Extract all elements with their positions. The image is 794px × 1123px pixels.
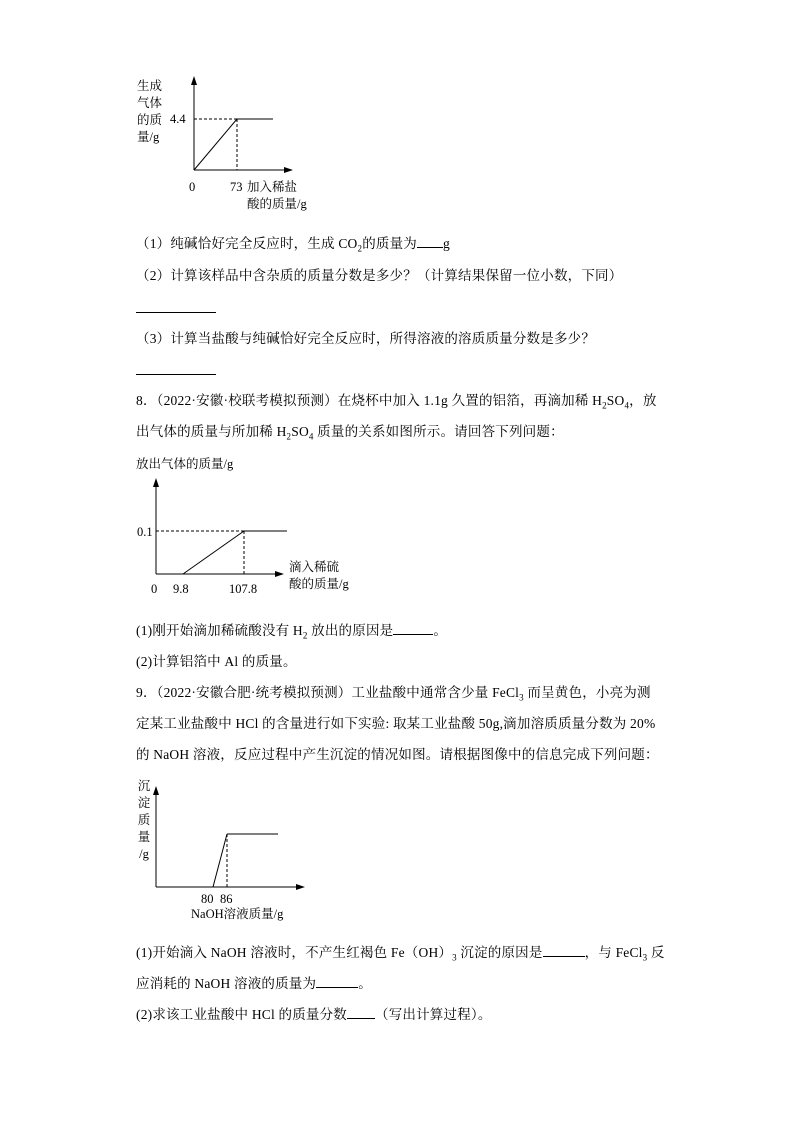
subscript: 2 (286, 431, 292, 442)
q7-part2: （2）计算该样品中含杂质的质量分数是多少？（计算结果保留一位小数，下同） (136, 268, 623, 283)
chart1-ylabel-line: 生成 (137, 79, 163, 93)
chart2-x-tick-1: 9.8 (173, 582, 189, 596)
chart3-ylabel-line: 淀 (137, 796, 151, 810)
text: 放出的原因是 (307, 623, 394, 638)
chart1-ylabel-line: 量/g (137, 130, 160, 144)
chart1-x-tick: 73 (230, 180, 243, 194)
text: 而呈黄色，小亮为测 (523, 685, 651, 700)
answer-blank[interactable] (316, 973, 358, 988)
text: 应消耗的 NaOH 溶液的质量为 (136, 976, 317, 991)
subscript: 2 (357, 243, 363, 254)
text: 反 (647, 945, 665, 960)
text: 质量的关系如图所示。请回答下列问题： (313, 424, 564, 439)
chart3-x-arrow (296, 884, 305, 890)
chart2-xlabel-line: 酸的质量/g (289, 577, 349, 591)
chart3-ylabel-line: 量 (137, 830, 151, 844)
chart2-y-tick: 0.1 (137, 525, 153, 539)
chart2-ylabel: 放出气体的质量/g (136, 457, 234, 471)
chart1-xlabel-line: 酸的质量/g (247, 197, 307, 211)
text: (1)刚开始滴加稀硫酸没有 H (136, 623, 303, 638)
subscript: 2 (602, 400, 607, 411)
chart1-ylabel-line: 气体 (137, 96, 163, 110)
q9-stem-line3: 的 NaOH 溶液，反应过程中产生沉淀的情况如图。请根据图像中的信息完成下列问题： (136, 747, 659, 762)
chart3-ylabel-line: 质 (137, 813, 151, 827)
answer-blank[interactable] (543, 942, 585, 957)
subscript: 4 (308, 431, 314, 442)
chart2-x-origin: 0 (151, 582, 158, 596)
chart1-x-origin: 0 (189, 180, 196, 194)
text: 9．（2022·安徽合肥·统考模拟预测）工业盐酸中通常含少量 FeCl (136, 685, 520, 700)
subscript: 3 (642, 952, 648, 963)
chart3-rise-line (213, 834, 227, 887)
text: （1）纯碱恰好完全反应时，生成 CO (136, 236, 358, 251)
text: 出气体的质量与所加稀 H (136, 424, 287, 439)
chart3-xlabel: NaOH溶液质量/g (191, 907, 284, 921)
chart3-ylabel-line: /g (139, 847, 149, 861)
text: SO (291, 424, 309, 439)
chart1-xlabel-line: 加入稀盐 (247, 180, 298, 194)
subscript: 3 (519, 692, 524, 703)
chart1-ylabel-line: 的质 (137, 113, 163, 127)
text: 。 (433, 623, 448, 638)
chart3-y-arrow (153, 786, 159, 795)
answer-blank[interactable] (347, 1004, 375, 1019)
text: ，放 (629, 393, 657, 408)
text: (1)开始滴入 NaOH 溶液时，不产生红褐色 Fe（OH） (136, 945, 453, 960)
text: 沉淀的原因是 (456, 945, 543, 960)
text: 8．（2022·安徽·校联考模拟预测）在烧杯中加入 1.1g 久置的铝箔，再滴加稀 H (136, 393, 603, 408)
text: 。 (358, 976, 372, 991)
q9-part2 (136, 1003, 492, 1023)
text: （写出计算过程）。 (375, 1007, 492, 1022)
subscript: 4 (624, 400, 630, 411)
chart2-x-tick-2: 107.8 (229, 582, 258, 596)
chart2-xlabel-line: 滴入稀硫 (289, 560, 340, 574)
text: 的质量为 (362, 236, 417, 251)
subscript: 3 (452, 952, 457, 963)
subscript: 2 (302, 630, 308, 641)
chart3-x-tick-2: 86 (220, 892, 233, 906)
q7-part3: （3）计算当盐酸与纯碱恰好完全反应时，所得溶液的溶质质量分数是多少？ (136, 331, 596, 346)
text: g (443, 236, 450, 251)
q8-part2: (2)计算铝箔中 Al 的质量。 (136, 654, 297, 669)
text: (2)求该工业盐酸中 HCl 的质量分数 (136, 1007, 347, 1022)
text: SO (606, 393, 625, 408)
q9-part1-line2 (136, 972, 372, 992)
chart1-y-tick: 4.4 (170, 112, 186, 126)
q9-part1-line1 (136, 941, 665, 963)
text: ，与 FeCl (584, 945, 643, 960)
q9-stem-line2: 定某工业盐酸中 HCl 的含量进行如下实验: 取某工业盐酸 50g,滴加溶质质量分数为 20% (136, 716, 656, 731)
chart3-x-tick-1: 80 (201, 892, 214, 906)
chart3-ylabel-line: 沉 (137, 779, 151, 793)
